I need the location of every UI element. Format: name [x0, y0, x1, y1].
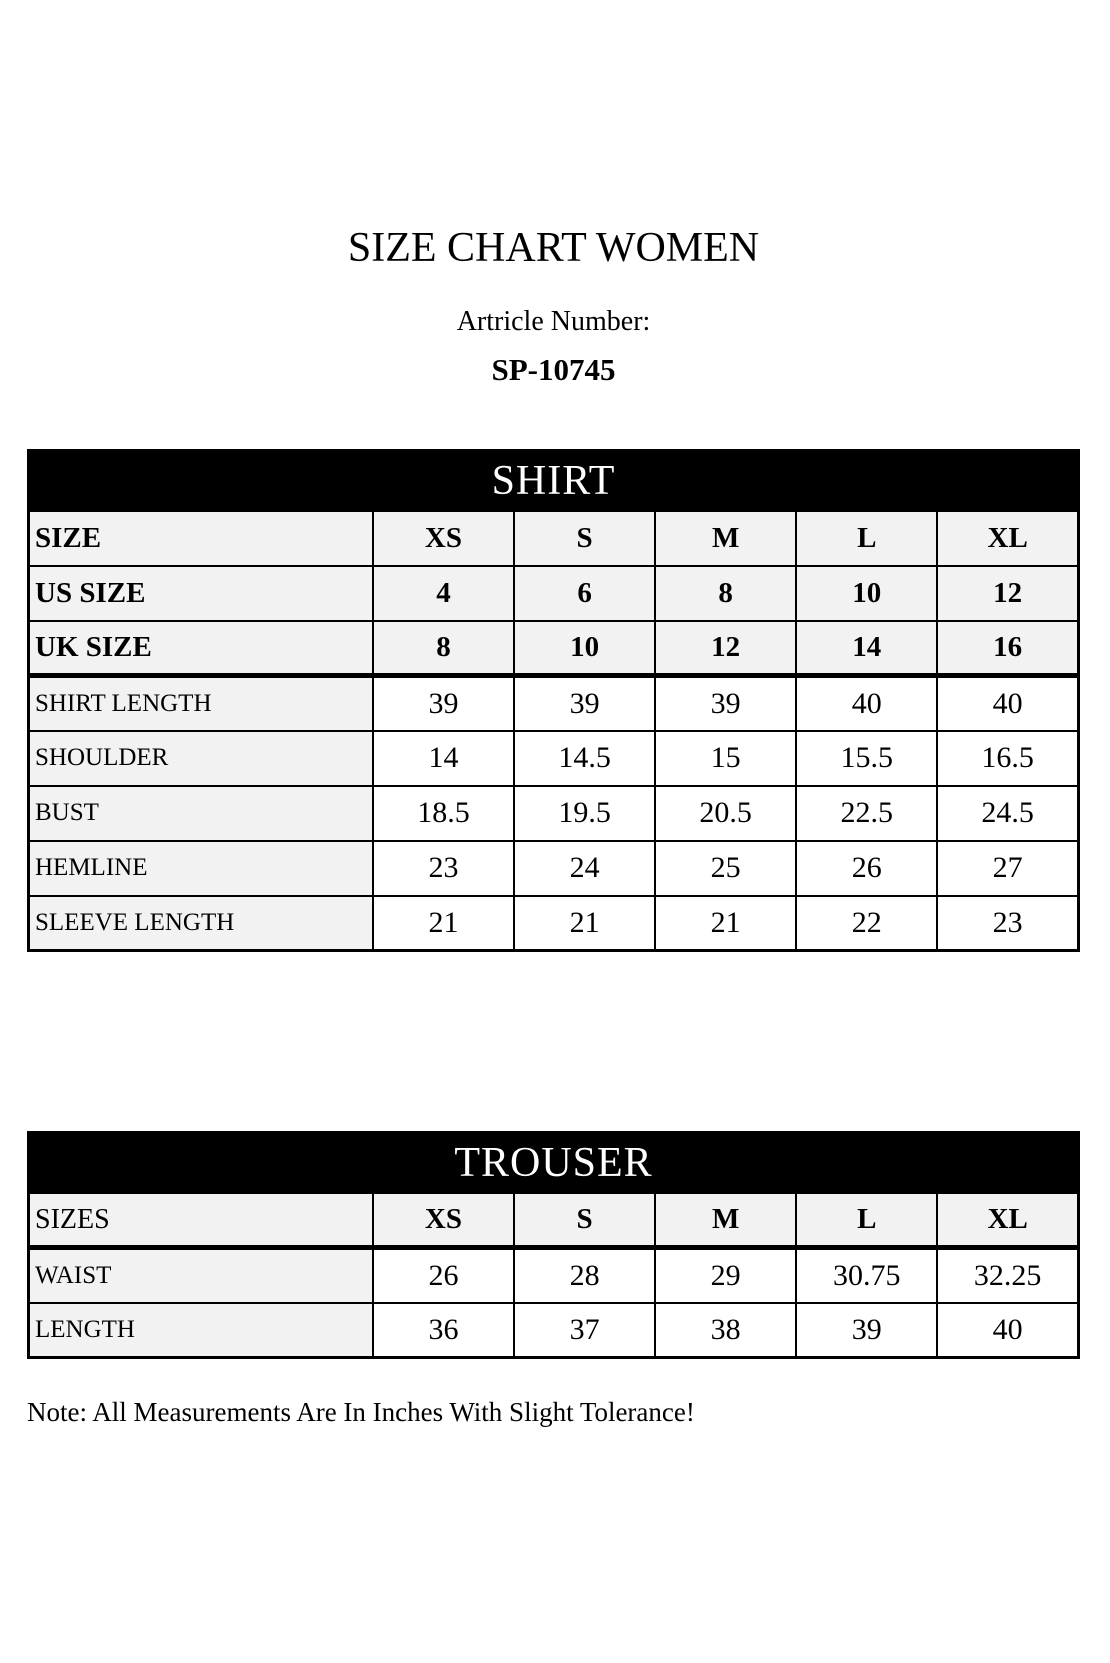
size-cell: 10 [796, 566, 937, 621]
row-label: SHOULDER [29, 731, 373, 786]
measurement-cell: 27 [937, 841, 1078, 896]
article-number-label: Artricle Number: [456, 306, 651, 337]
size-cell: 8 [655, 566, 796, 621]
measurement-cell: 29 [655, 1248, 796, 1303]
measurement-cell: 26 [373, 1248, 514, 1303]
size-cell: 16 [937, 621, 1078, 676]
measurement-cell: 40 [937, 1303, 1078, 1358]
hemline-row [29, 841, 1079, 896]
bust-row [29, 786, 1079, 841]
sleeve-length-row [29, 896, 1079, 951]
measurement-cell: 39 [373, 676, 514, 731]
measurement-cell: 40 [937, 676, 1078, 731]
trouser-band-row [29, 1133, 1079, 1193]
row-label: HEMLINE [29, 841, 373, 896]
measurement-cell: 20.5 [655, 786, 796, 841]
shirt-table-title: SHIRT [29, 451, 1079, 511]
size-cell: 10 [514, 621, 655, 676]
size-cell: XS [373, 511, 514, 566]
measurement-cell: 38 [655, 1303, 796, 1358]
size-cell: L [796, 511, 937, 566]
trouser-length-row [29, 1303, 1079, 1358]
measurement-cell: 28 [514, 1248, 655, 1303]
size-cell: S [514, 511, 655, 566]
measurement-cell: 24 [514, 841, 655, 896]
trouser-table-title: TROUSER [29, 1133, 1079, 1193]
row-label: UK SIZE [29, 621, 373, 676]
measurement-cell: 39 [796, 1303, 937, 1358]
measurement-cell: 15.5 [796, 731, 937, 786]
measurement-cell: 16.5 [937, 731, 1078, 786]
size-cell: 12 [655, 621, 796, 676]
size-cell: 4 [373, 566, 514, 621]
measurement-cell: 21 [514, 896, 655, 951]
row-label: SLEEVE LENGTH [29, 896, 373, 951]
row-label: SIZE [29, 511, 373, 566]
measurement-cell: 19.5 [514, 786, 655, 841]
waist-row [29, 1248, 1079, 1303]
shirt-uk-size-row [29, 621, 1079, 676]
measurement-cell: 26 [796, 841, 937, 896]
measurement-cell: 37 [514, 1303, 655, 1358]
measurement-cell: 15 [655, 731, 796, 786]
size-cell: M [655, 1193, 796, 1248]
shirt-size-row [29, 511, 1079, 566]
measurement-cell: 21 [373, 896, 514, 951]
measurement-cell: 21 [655, 896, 796, 951]
measurement-cell: 23 [373, 841, 514, 896]
row-label: WAIST [29, 1248, 373, 1303]
shirt-length-row [29, 676, 1079, 731]
shirt-us-size-row [29, 566, 1079, 621]
measurement-cell: 36 [373, 1303, 514, 1358]
measurement-cell: 30.75 [796, 1248, 937, 1303]
tolerance-note: Note: All Measurements Are In Inches With Slight Tolerance! [27, 1397, 695, 1427]
shirt-size-table [27, 449, 1080, 952]
measurement-cell: 14 [373, 731, 514, 786]
measurement-cell: 22 [796, 896, 937, 951]
size-cell: M [655, 511, 796, 566]
size-cell: 14 [796, 621, 937, 676]
size-cell: 6 [514, 566, 655, 621]
shirt-band-row [29, 451, 1079, 511]
measurement-cell: 24.5 [937, 786, 1078, 841]
shoulder-row [29, 731, 1079, 786]
measurement-cell: 22.5 [796, 786, 937, 841]
row-label: SIZES [29, 1193, 373, 1248]
page-title: SIZE CHART WOMEN [347, 225, 760, 271]
measurement-cell: 39 [655, 676, 796, 731]
row-label: SHIRT LENGTH [29, 676, 373, 731]
measurement-cell: 23 [937, 896, 1078, 951]
trouser-size-table [27, 1131, 1080, 1359]
size-cell: L [796, 1193, 937, 1248]
measurement-cell: 14.5 [514, 731, 655, 786]
size-cell: S [514, 1193, 655, 1248]
row-label: BUST [29, 786, 373, 841]
measurement-cell: 40 [796, 676, 937, 731]
size-cell: 12 [937, 566, 1078, 621]
size-cell: XS [373, 1193, 514, 1248]
measurement-cell: 25 [655, 841, 796, 896]
row-label: US SIZE [29, 566, 373, 621]
article-number-value: SP-10745 [491, 352, 616, 387]
row-label: LENGTH [29, 1303, 373, 1358]
size-cell: 8 [373, 621, 514, 676]
size-cell: XL [937, 1193, 1078, 1248]
measurement-cell: 39 [514, 676, 655, 731]
size-cell: XL [937, 511, 1078, 566]
measurement-cell: 32.25 [937, 1248, 1078, 1303]
trouser-sizes-row [29, 1193, 1079, 1248]
measurement-cell: 18.5 [373, 786, 514, 841]
